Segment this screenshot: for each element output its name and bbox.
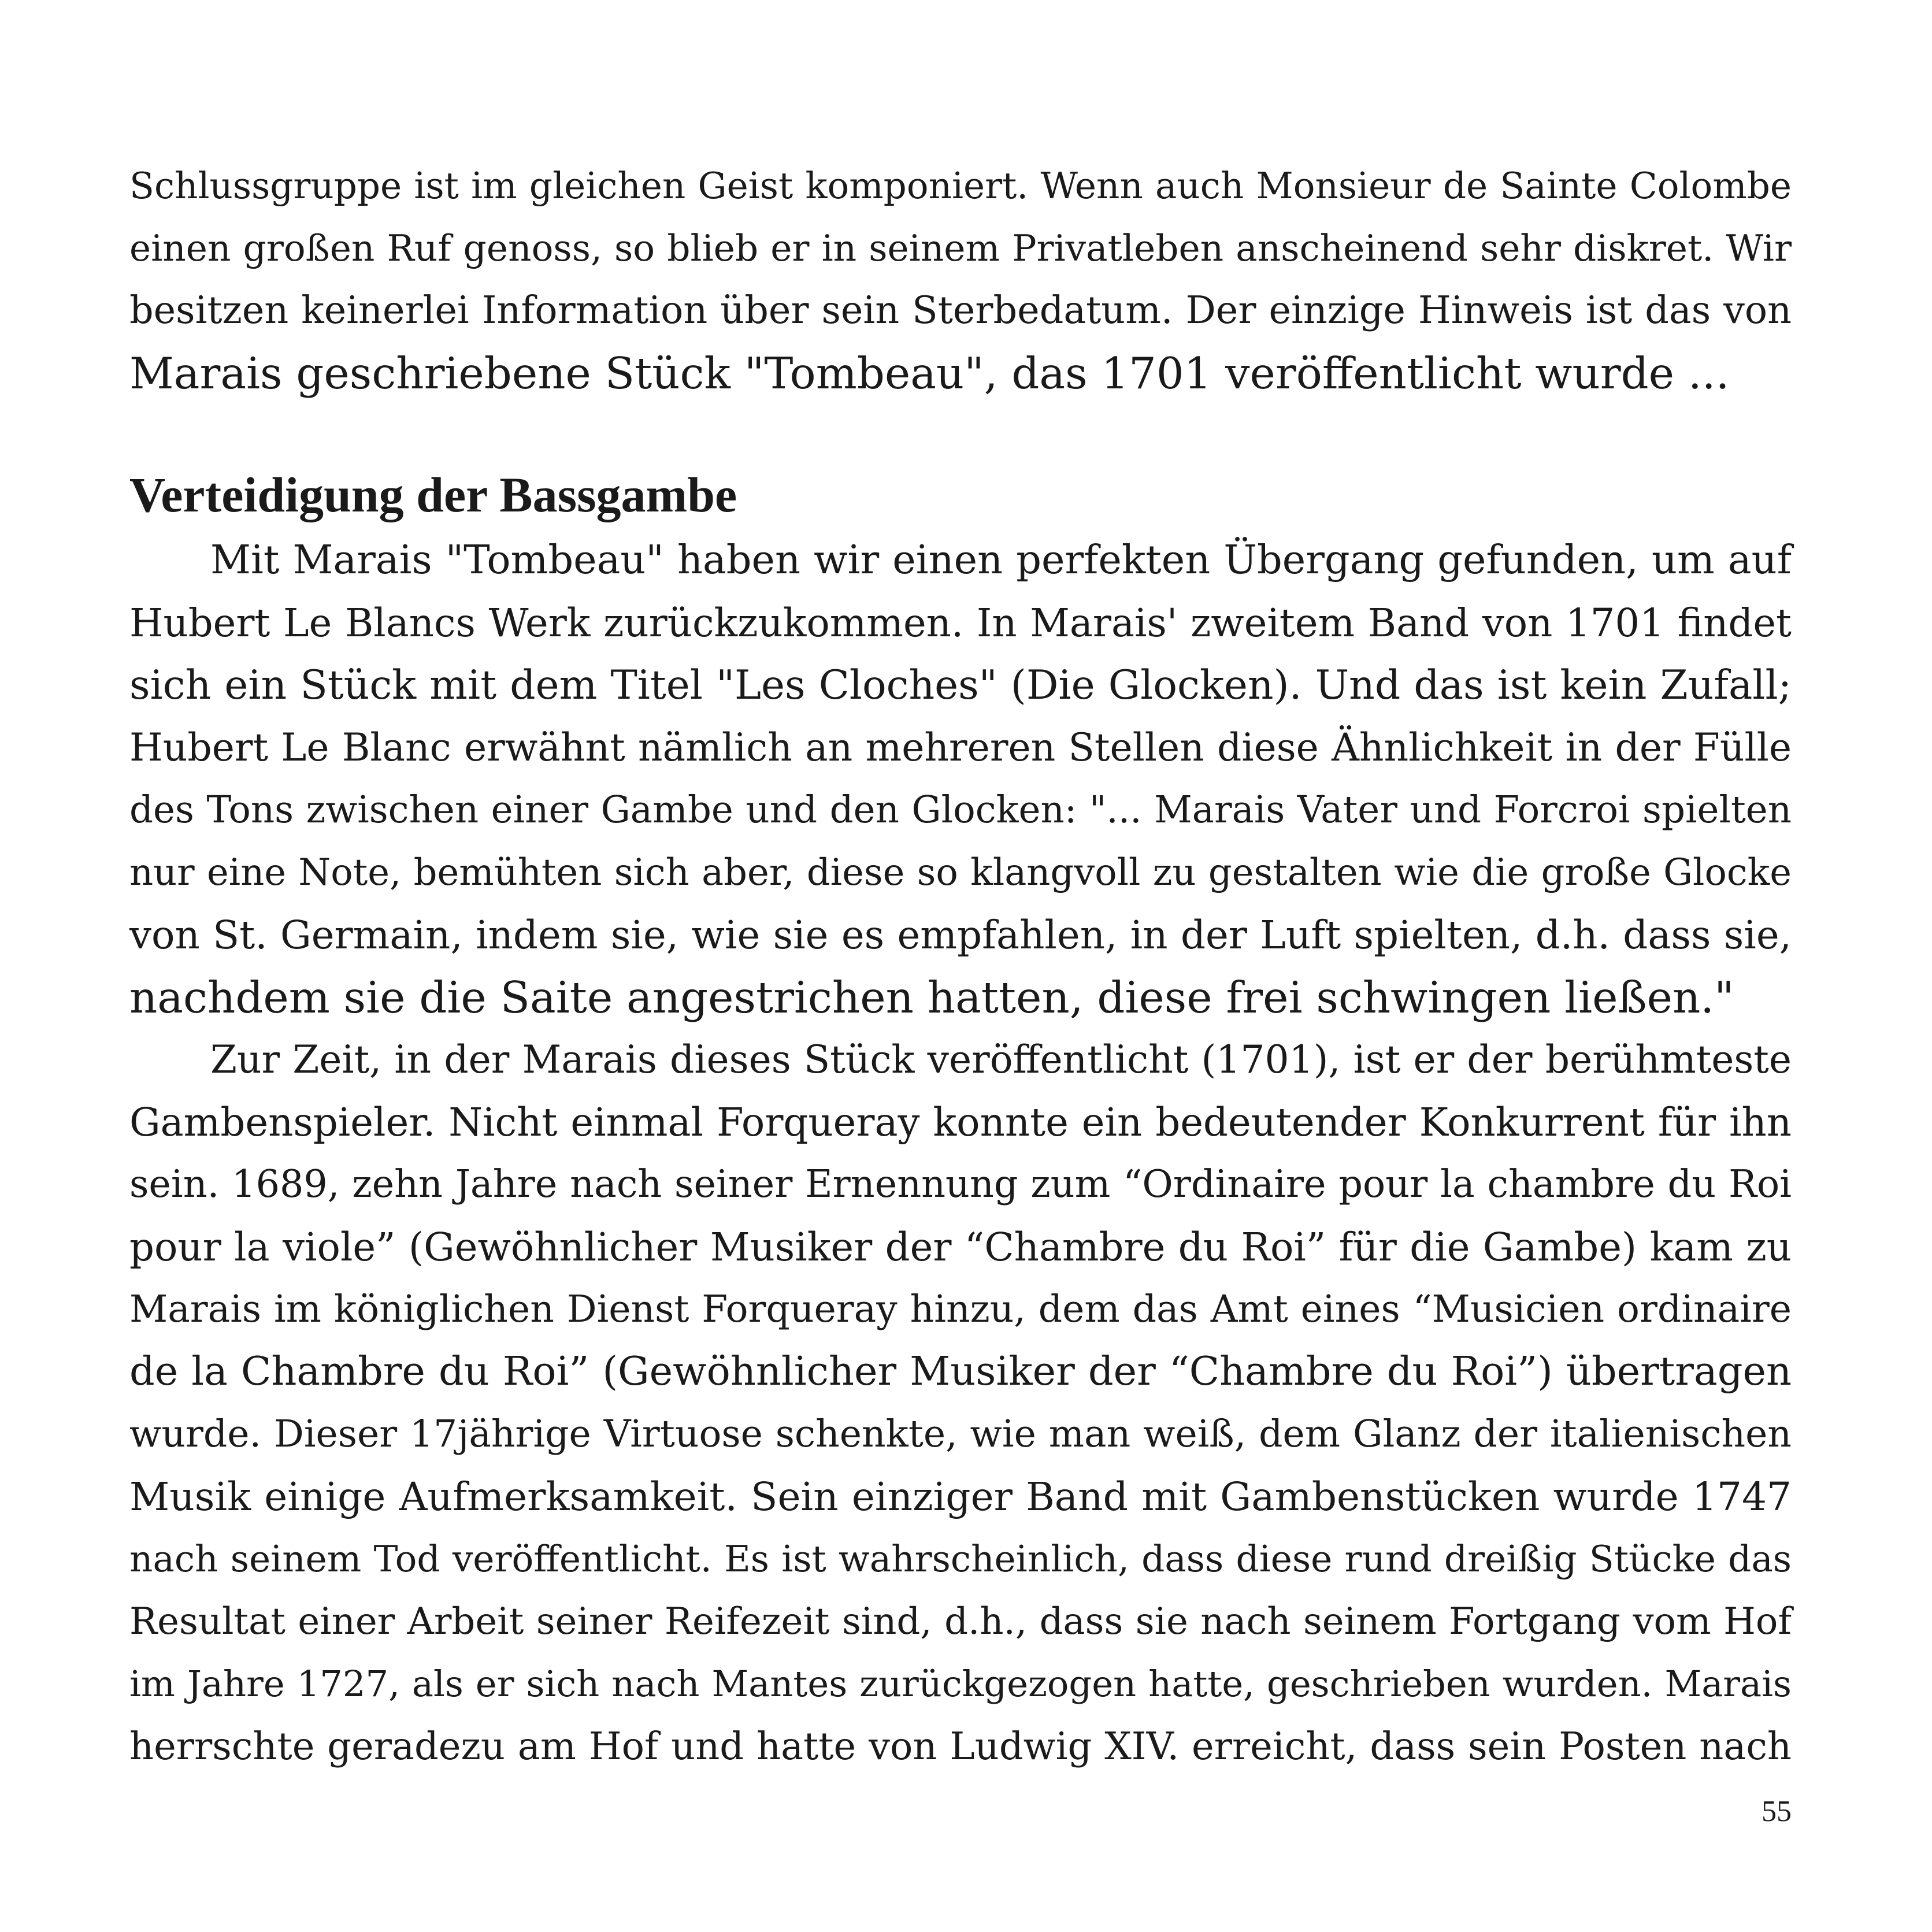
text-line: nur eine Note, bemühten sich aber, diese so klangvoll zu gestalten wie die große Glocke [129, 851, 1792, 894]
text-line: einen großen Ruf genoss, so blieb er in seinem Privatleben anscheinend sehr diskret. Wir [129, 227, 1792, 269]
text-line: sein. 1689, zehn Jahre nach seiner Ernennung zum “Ordinaire pour la chambre du Roi [129, 1163, 1792, 1206]
text-line: Hubert Le Blanc erwähnt nämlich an mehreren Stellen diese Ähnlichkeit in der Fülle [129, 725, 1792, 770]
text-line: sich ein Stück mit dem Titel "Les Cloches" (Die Glocken). Und das ist kein Zufall; [129, 662, 1792, 709]
text-line: de la Chambre du Roi” (Gewöhnlicher Musiker der “Chambre du Roi”) übertragen [129, 1349, 1792, 1395]
text-line: herrschte geradezu am Hof und hatte von Ludwig XIV. erreicht, dass sein Posten nach [129, 1725, 1792, 1768]
text-line: besitzen keinerlei Information über sein Sterbedatum. Der einzige Hinweis ist das von [129, 289, 1792, 332]
text-line: Mit Marais "Tombeau" haben wir einen perfekten Übergang gefunden, um auf [210, 537, 1792, 583]
text-line: pour la viole” (Gewöhnlicher Musiker der “Chambre du Roi” für die Gambe) kam zu [129, 1225, 1792, 1270]
section-body [129, 529, 1792, 1778]
section-heading: Verteidigung der Bassgambe [129, 467, 737, 522]
text-line: Zur Zeit, in der Marais dieses Stück veröffentlicht (1701), ist er der berühmteste [210, 1037, 1792, 1082]
page-number: 55 [1762, 1795, 1792, 1828]
intro-paragraph [129, 155, 1792, 405]
text-line: Marais geschriebene Stück "Tombeau", das 1701 veröffentlicht wurde ... [129, 348, 1730, 399]
text-line: von St. Germain, indem sie, wie sie es empfahlen, in der Luft spielten, d.h. dass sie, [129, 913, 1792, 958]
text-line: nach seinem Tod veröffentlicht. Es ist wahrscheinlich, dass diese rund dreißig Stücke das [129, 1538, 1792, 1580]
text-line: nachdem sie die Saite angestrichen hatten, diese frei schwingen ließen." [129, 972, 1734, 1023]
text-line: wurde. Dieser 17jährige Virtuose schenkte, wie man weiß, dem Glanz der italienischen [129, 1412, 1792, 1456]
text-line: im Jahre 1727, als er sich nach Mantes zurückgezogen hatte, geschrieben wurden. Marais [129, 1663, 1792, 1705]
text-line: Gambenspieler. Nicht einmal Forqueray konnte ein bedeutender Konkurrent für ihn [129, 1100, 1792, 1145]
text-line: Schlussgruppe ist im gleichen Geist komponiert. Wenn auch Monsieur de Sainte Colombe [129, 165, 1792, 207]
text-line: Hubert Le Blancs Werk zurückzukommen. In Marais' zweitem Band von 1701 findet [129, 600, 1792, 646]
text-line: Resultat einer Arbeit seiner Reifezeit sind, d.h., dass sie nach seinem Fortgang vom Hof [129, 1600, 1792, 1643]
text-line: des Tons zwischen einer Gambe und den Glocken: "... Marais Vater und Forcroi spielten [129, 788, 1792, 832]
text-line: Musik einige Aufmerksamkeit. Sein einziger Band mit Gambenstücken wurde 1747 [129, 1474, 1792, 1519]
text-line: Marais im königlichen Dienst Forqueray hinzu, dem das Amt eines “Musicien ordinaire [129, 1288, 1792, 1331]
